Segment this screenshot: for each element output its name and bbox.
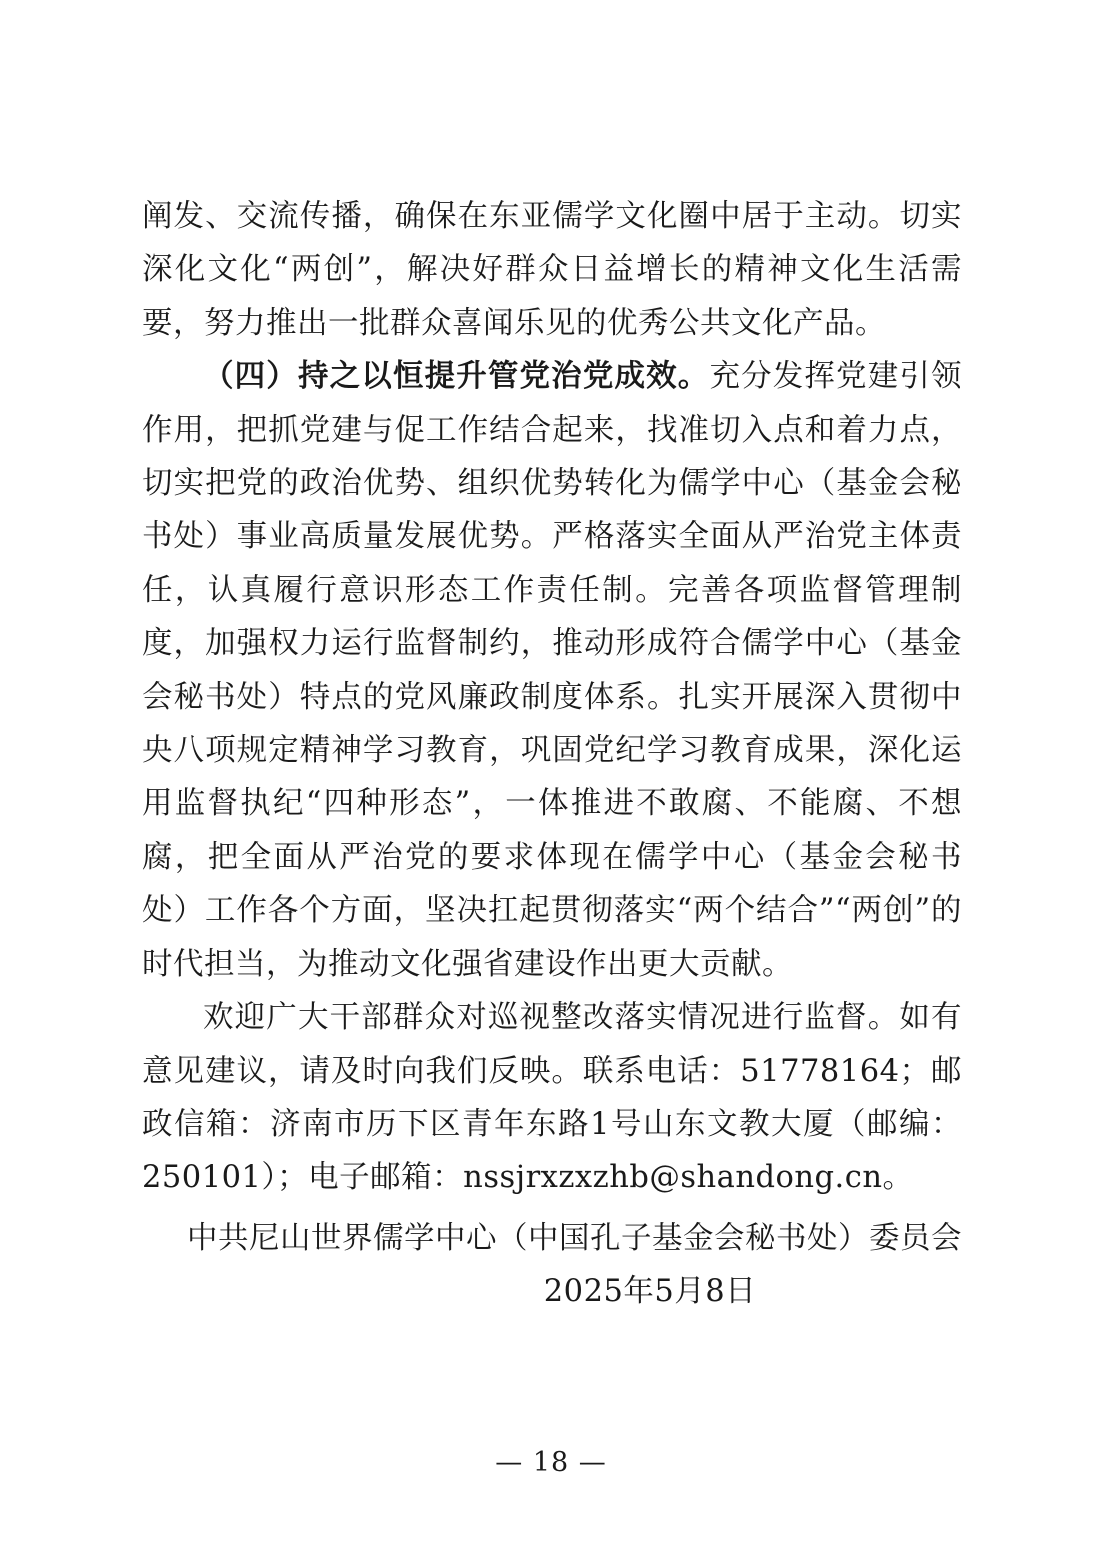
section-body: 充分发挥党建引领作用，把抓党建与促工作结合起来，找准切入点和着力点，切实把党的政治优势、组织优势转化为儒学中心（基金会秘书处）事业高质量发展优势。严格落实全面从严治党主体责任，认真履行意识形态工作责任制。完善各项监督管理制度，加强权力运行监督制约，推动形成符合儒学中心（基金会秘书处）特点的党风廉政制度体系。扎实开展深入贯彻中央八项规定精神学习教育，巩固党纪学习教育成果，深化运用监督执纪“四种形态”，一体推进不敢腐、不能腐、不想腐，把全面从严治党的要求体现在儒学中心（基金会秘书处）工作各个方面，坚决扛起贯彻落实“两个结合”“两创”的时代担当，为推动文化强省建设作出更大贡献。 — [142, 359, 963, 982]
section-heading: （四）持之以恒提升管党治党成效。 — [203, 359, 710, 395]
paragraph-section-four — [142, 350, 962, 991]
signature-block — [142, 1212, 962, 1319]
document-body — [142, 190, 962, 1205]
page-number: — 18 — — [495, 1447, 607, 1478]
signature-organization: 中共尼山世界儒学中心（中国孔子基金会秘书处）委员会 — [187, 1221, 962, 1256]
signature-date: 2025年5月8日 — [543, 1274, 757, 1310]
paragraph-continuation: 阐发、交流传播，确保在东亚儒学文化圈中居于主动。切实深化文化“两创”，解决好群众日益增长的精神文化生活需要，努力推出一批群众喜闻乐见的优秀公共文化产品。 — [142, 199, 962, 341]
paragraph-supervision-notice: 欢迎广大干部群众对巡视整改落实情况进行监督。如有意见建议，请及时向我们反映。联系电话：51778164；邮政信箱：济南市历下区青年东路1号山东文教大厦（邮编：250101）；电子邮箱：nssjrxzxzhb@shandong.cn。 — [142, 1000, 962, 1196]
